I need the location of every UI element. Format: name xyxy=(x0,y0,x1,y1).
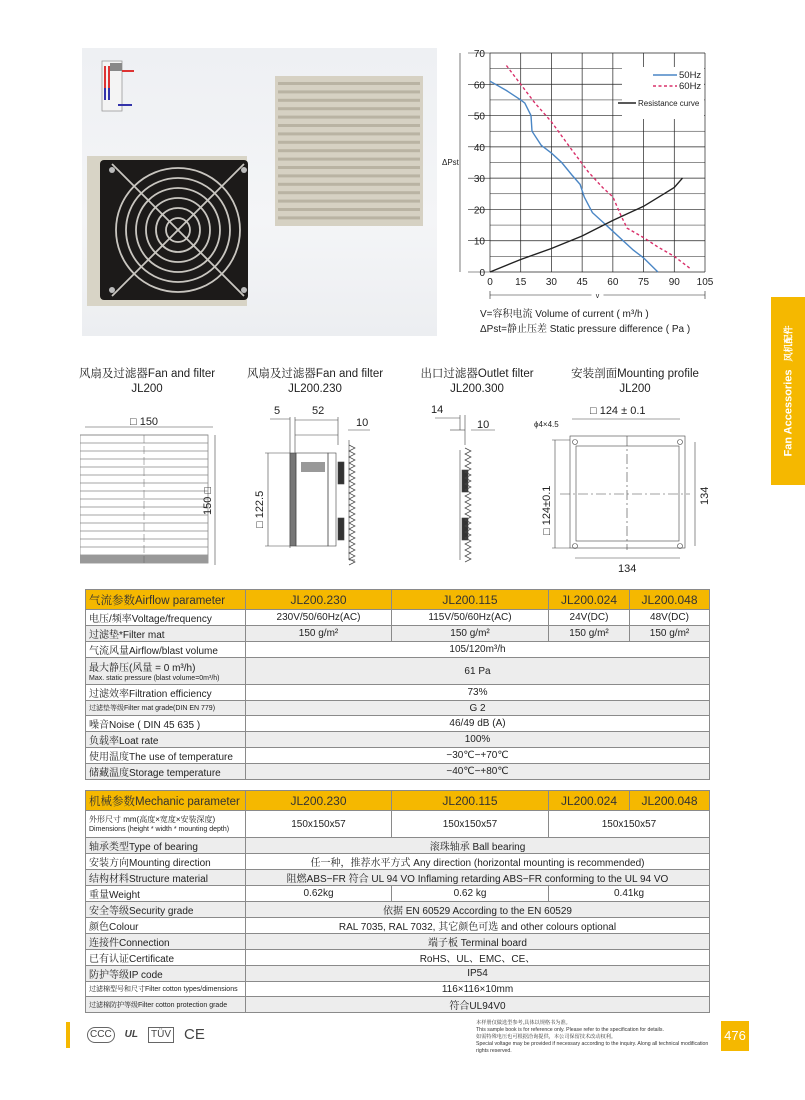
x-tick-label: 30 xyxy=(545,277,557,288)
cell-value: G 2 xyxy=(246,701,710,716)
cell-value: 符合UL94V0 xyxy=(246,997,710,1013)
legend-label: 50Hz xyxy=(679,70,702,81)
legend-label: 60Hz xyxy=(679,81,702,92)
cell-value: 150x150x57 xyxy=(549,811,710,838)
dim-52: 52 xyxy=(312,405,325,417)
y-tick-label: 0 xyxy=(479,268,485,279)
table-row xyxy=(86,982,710,997)
cell-value: 46/49 dB (A) xyxy=(246,716,710,732)
airflow-parameter-table xyxy=(85,589,710,780)
x-tick-label: 15 xyxy=(515,277,527,288)
header-model: JL200.230 xyxy=(246,791,392,811)
legend-label: Resistance curve xyxy=(638,99,700,108)
cell-value: −30℃−+70℃ xyxy=(246,748,710,764)
louver-slat xyxy=(278,124,420,127)
certification-logos xyxy=(87,1026,207,1044)
cabinet-airflow-icon xyxy=(102,61,134,111)
ce-cert-icon: CE xyxy=(184,1026,205,1043)
performance-chart xyxy=(440,45,720,345)
table-row xyxy=(86,902,710,918)
drawing-front-view xyxy=(80,415,220,565)
cell-value: 0.41kg xyxy=(549,886,710,902)
chart-note: V=容积电流 Volume of current ( m³/h ) xyxy=(480,309,649,320)
header-model: JL200.048 xyxy=(630,590,710,610)
disclaimer-line: 本样册仅做选型参考,具体以规格书为准。 xyxy=(476,1020,571,1026)
table-row xyxy=(86,764,710,780)
louver-slat xyxy=(278,149,420,152)
row-label: 安装方向Mounting direction xyxy=(86,854,246,870)
y-axis-label: ΔPst xyxy=(442,158,459,167)
section-tab-label-cn: 风机配件 xyxy=(783,325,794,362)
table-row xyxy=(86,811,710,838)
row-label: 颜色Colour xyxy=(86,918,246,934)
dim-width: □ 150 xyxy=(130,416,159,428)
y-tick-label: 10 xyxy=(473,236,485,248)
louver-slat xyxy=(278,183,420,186)
y-tick-label: 30 xyxy=(473,174,485,186)
cell-value: 滚珠轴承 Ball bearing xyxy=(246,838,710,854)
table-row xyxy=(86,934,710,950)
header-model: JL200.024 xyxy=(549,791,630,811)
dim-10: 10 xyxy=(477,419,490,431)
table-row xyxy=(86,748,710,764)
cell-value: 0.62kg xyxy=(246,886,392,902)
chart-note: ΔPst=静止压差 Static pressure difference ( Pa ) xyxy=(480,324,691,335)
disclaimer-line: This sample book is for reference only. Please refer to the specification for details. xyxy=(476,1027,664,1033)
cell-value: 0.62 kg xyxy=(392,886,549,902)
cell-value: IP54 xyxy=(246,966,710,982)
louver-slat xyxy=(278,132,420,135)
row-label: 已有认证Certificate xyxy=(86,950,246,966)
mechanic-parameter-table xyxy=(85,790,710,1013)
row-label: 储藏温度Storage temperature xyxy=(86,764,246,780)
louver-slat xyxy=(278,200,420,203)
table-row xyxy=(86,642,710,658)
header-label: 气流参数Airflow parameter xyxy=(86,590,246,610)
product-photo xyxy=(82,48,437,336)
louver-slat xyxy=(278,99,420,102)
table-row xyxy=(86,610,710,626)
dim-height: 150 □ xyxy=(202,486,214,515)
drawing-fan-filter-jl200 xyxy=(72,367,222,397)
row-label: 过滤垫等级Filter mat grade(DIN EN 779) xyxy=(86,701,246,716)
cell-value: 端子板 Terminal board xyxy=(246,934,710,950)
x-tick-label: 90 xyxy=(668,277,680,288)
row-label: 电压/频率Voltage/frequency xyxy=(86,610,246,626)
dim-134-bottom: 134 xyxy=(618,563,637,575)
cell-value: 115V/50/60Hz(AC) xyxy=(392,610,549,626)
table-row xyxy=(86,658,710,685)
fan-unit-image xyxy=(87,156,248,306)
table-row xyxy=(86,716,710,732)
cell-value: RAL 7035, RAL 7032, 其它颜色可选 and other colours optional xyxy=(246,918,710,934)
cell-value: 61 Pa xyxy=(246,658,710,685)
louver-slat xyxy=(278,158,420,161)
tuv-cert-icon: TÜV xyxy=(148,1027,174,1043)
y-tick-label: 70 xyxy=(473,49,485,60)
table-row xyxy=(86,732,710,748)
cell-value: 105/120m³/h xyxy=(246,642,710,658)
table-row xyxy=(86,854,710,870)
cell-value: 依据 EN 60529 According to the EN 60529 xyxy=(246,902,710,918)
cell-value: 73% xyxy=(246,685,710,701)
louver-slat xyxy=(278,191,420,194)
disclaimer-line: Special voltage may be provided if necessary according to the inquiry. Along all technical modification rights reserved. xyxy=(476,1041,709,1054)
x-tick-label: 105 xyxy=(696,277,714,288)
row-label: 重量Weight xyxy=(86,886,246,902)
row-label: 结构材料Structure material xyxy=(86,870,246,886)
drawing-model: JL200.230 xyxy=(288,383,342,395)
drawing-outlet-side xyxy=(425,400,505,570)
x-tick-label: 45 xyxy=(576,277,588,288)
row-label xyxy=(86,658,246,685)
row-label: 安全等级Security grade xyxy=(86,902,246,918)
cell-value: 任一种，推荐水平方式 Any direction (horizontal mounting is recommended) xyxy=(246,854,710,870)
cell-value: −40℃−+80℃ xyxy=(246,764,710,780)
louver-slat xyxy=(278,141,420,144)
row-label: 负载率Loat rate xyxy=(86,732,246,748)
header-model: JL200.115 xyxy=(392,590,549,610)
header-model: JL200.230 xyxy=(246,590,392,610)
page-number: 476 xyxy=(721,1021,749,1051)
louver-slat xyxy=(278,174,420,177)
header-model: JL200.024 xyxy=(549,590,630,610)
dim-124-top: □ 124 ± 0.1 xyxy=(590,405,646,417)
section-tab-label: Fan Accessories xyxy=(782,369,795,457)
x-tick-label: 75 xyxy=(638,277,650,288)
row-label-sub: Dimensions (height * width * mounting depth) xyxy=(89,826,230,833)
section-tab[interactable] xyxy=(771,297,805,485)
drawing-title: 安装剖面Mounting profile xyxy=(571,368,699,380)
cell-value: 150 g/m² xyxy=(246,626,392,642)
drawing-model: JL200 xyxy=(131,383,163,395)
drawing-title: 出口过滤器Outlet filter xyxy=(420,368,534,380)
table-row xyxy=(86,918,710,934)
dim-holes: ϕ4×4.5 xyxy=(534,420,559,429)
table-row xyxy=(86,997,710,1013)
dim-122-5: □ 122.5 xyxy=(254,490,266,528)
drawing-mounting-cutout xyxy=(530,400,715,580)
louver-slat xyxy=(278,116,420,119)
cell-value: 阻燃ABS−FR 符合 UL 94 VO Inflaming retarding ABS−FR conforming to the UL 94 VO xyxy=(246,870,710,886)
cell-value: 230V/50/60Hz(AC) xyxy=(246,610,392,626)
table-row xyxy=(86,626,710,642)
header-model: JL200.048 xyxy=(630,791,710,811)
dim-124-side: □ 124±0.1 xyxy=(541,485,553,535)
drawing-fan-filter-jl200-230 xyxy=(245,367,385,397)
cell-value: 150x150x57 xyxy=(392,811,549,838)
cell-value: 24V(DC) xyxy=(549,610,630,626)
table-row xyxy=(86,886,710,902)
row-label: 气流风量Airflow/blast volume xyxy=(86,642,246,658)
louver-slat xyxy=(278,90,420,93)
cell-value: 48V(DC) xyxy=(630,610,710,626)
table-row xyxy=(86,701,710,716)
cell-value: 150 g/m² xyxy=(392,626,549,642)
drawing-model: JL200.300 xyxy=(450,383,504,395)
row-label: 过滤棉型号和尺寸Filter cotton types/dimensions xyxy=(86,982,246,997)
louver-slat xyxy=(278,216,420,219)
footer-accent-bar xyxy=(66,1022,70,1048)
drawing-mounting-profile xyxy=(560,367,710,397)
table-row xyxy=(86,950,710,966)
row-label: 过滤棉防护等级Filter cotton protection grade xyxy=(86,997,246,1013)
cell-value: 116×116×10mm xyxy=(246,982,710,997)
dim-134-right: 134 xyxy=(699,486,711,505)
terminal-block-icon xyxy=(301,462,325,472)
footer-disclaimer xyxy=(476,1020,716,1055)
cell-value: 100% xyxy=(246,732,710,748)
table-row xyxy=(86,838,710,854)
louver-slat xyxy=(278,166,420,169)
table-header-row xyxy=(86,590,710,610)
row-label xyxy=(86,811,246,838)
y-tick-label: 40 xyxy=(473,142,485,154)
row-label: 防护等级IP code xyxy=(86,966,246,982)
table-header-row xyxy=(86,791,710,811)
cell-value: 150 g/m² xyxy=(549,626,630,642)
louver-slat xyxy=(278,107,420,110)
y-tick-label: 20 xyxy=(473,205,485,217)
row-label: 过滤效率Filtration efficiency xyxy=(86,685,246,701)
drawing-model: JL200 xyxy=(619,383,651,395)
cell-value: 150 g/m² xyxy=(630,626,710,642)
y-tick-label: 60 xyxy=(473,80,485,92)
ul-cert-icon: UL xyxy=(124,1029,139,1040)
row-label-main: 最大静压(风量 = 0 m³/h) xyxy=(89,663,196,674)
drawing-title: 风扇及过滤器Fan and filter xyxy=(246,368,384,380)
header-label: 机械参数Mechanic parameter xyxy=(86,791,246,811)
drawing-title: 风扇及过滤器Fan and filter xyxy=(78,368,216,380)
chart-legend xyxy=(618,67,704,119)
table-row xyxy=(86,870,710,886)
table-row xyxy=(86,966,710,982)
cell-value: 150x150x57 xyxy=(246,811,392,838)
x-tick-label: 60 xyxy=(607,277,619,288)
dim-5: 5 xyxy=(274,405,281,417)
x-axis-label: v xyxy=(595,293,600,300)
row-label: 噪音Noise ( DIN 45 635 ) xyxy=(86,716,246,732)
y-tick-label: 50 xyxy=(473,111,485,123)
dim-14: 14 xyxy=(431,404,444,416)
row-label: 连接件Connection xyxy=(86,934,246,950)
filter-grille-image xyxy=(275,76,423,226)
row-label: 过滤垫*Filter mat xyxy=(86,626,246,642)
disclaimer-line: 如需特殊电压也可根据洽询提供，本公司保留技术改动权利。 xyxy=(476,1034,617,1040)
row-label: 轴承类型Type of bearing xyxy=(86,838,246,854)
row-label-main: 外形尺寸 mm(高度×宽度×安装深度) xyxy=(89,815,216,824)
row-label-sub: Max. static pressure (blast volume=0m³/h) xyxy=(89,675,220,682)
dim-10: 10 xyxy=(356,417,369,429)
x-tick-label: 0 xyxy=(487,277,493,288)
drawing-outlet-filter xyxy=(412,367,542,397)
louver-slat xyxy=(278,82,420,85)
cell-value: RoHS、UL、EMC、CE、 xyxy=(246,950,710,966)
row-label: 使用温度The use of temperature xyxy=(86,748,246,764)
header-model: JL200.115 xyxy=(392,791,549,811)
table-row xyxy=(86,685,710,701)
louver-slat xyxy=(278,208,420,211)
ccc-cert-icon: CCC xyxy=(87,1027,115,1043)
drawing-side-view xyxy=(250,400,370,570)
